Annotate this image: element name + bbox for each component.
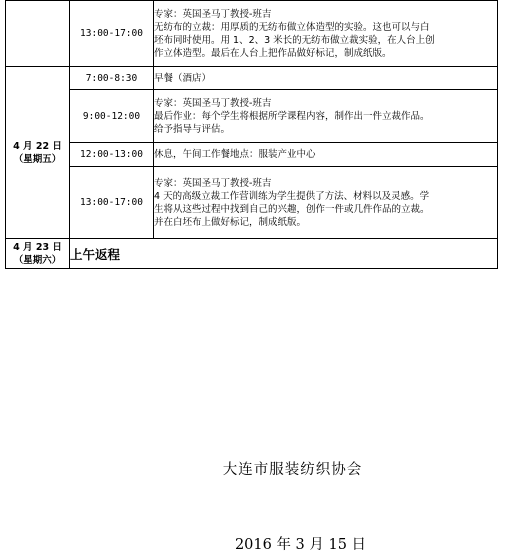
table-row xyxy=(6,167,498,239)
activity-line: 并在白坯布上做好标记，制成纸版。 xyxy=(154,216,307,228)
activity-cell xyxy=(154,167,498,239)
return-cell: 上午返程 xyxy=(70,239,498,269)
activity-line: 最后作业：每个学生将根据所学课程内容，制作出一件立裁作品。 xyxy=(154,110,430,122)
table-row xyxy=(6,67,498,90)
activity-cell xyxy=(154,67,498,90)
activity-line: 专家：英国圣马丁教授-班吉 xyxy=(154,97,272,109)
activity-cell xyxy=(154,143,498,167)
date-label: 4 月 22 日 xyxy=(13,140,62,152)
date-cell xyxy=(6,67,70,239)
table-row xyxy=(6,143,498,167)
time-cell: 13:00-17:00 xyxy=(70,167,154,239)
activity-line: 坯布同时使用。用 1、2、3 米长的无纺布做立裁实验，在人台上创 xyxy=(154,34,435,46)
document-date: 2016 年 3 月 15 日 xyxy=(234,537,367,553)
table-row xyxy=(6,90,498,143)
date-cell xyxy=(6,239,70,269)
activity-line: 4 天的高级立裁工作营训练为学生提供了方法、材料以及灵感。学 xyxy=(154,190,430,202)
organization-signature: 大连市服装纺织协会 xyxy=(222,462,363,478)
table-row xyxy=(6,239,498,269)
weekday-label: （星期六） xyxy=(13,254,62,266)
activity-line: 专家：英国圣马丁教授-班吉 xyxy=(154,8,272,20)
activity-line: 生将从这些过程中找到自己的兴趣，创作一件或几件作品的立裁。 xyxy=(154,203,430,215)
date-label: 4 月 23 日 xyxy=(13,241,62,253)
activity-line: 无纺布的立裁：用厚质的无纺布做立体造型的实验。这也可以与白 xyxy=(154,21,430,33)
time-cell: 7:00-8:30 xyxy=(70,67,154,90)
activity-line: 给予指导与评估。 xyxy=(154,123,231,135)
time-cell: 13:00-17:00 xyxy=(70,1,154,67)
activity-cell xyxy=(154,90,498,143)
activity-line: 作立体造型。最后在人台上把作品做好标记，制成纸版。 xyxy=(154,47,392,59)
activity-line: 早餐（酒店） xyxy=(154,72,212,84)
table-row xyxy=(6,1,498,67)
time-cell: 9:00-12:00 xyxy=(70,90,154,143)
weekday-label: （星期五） xyxy=(13,153,62,165)
schedule-table xyxy=(5,0,498,269)
activity-line: 专家：英国圣马丁教授-班吉 xyxy=(154,177,272,189)
activity-line: 休息，午间工作餐地点：服装产业中心 xyxy=(154,149,316,160)
date-cell-continued xyxy=(6,1,70,67)
activity-cell xyxy=(154,1,498,67)
time-cell: 12:00-13:00 xyxy=(70,143,154,167)
